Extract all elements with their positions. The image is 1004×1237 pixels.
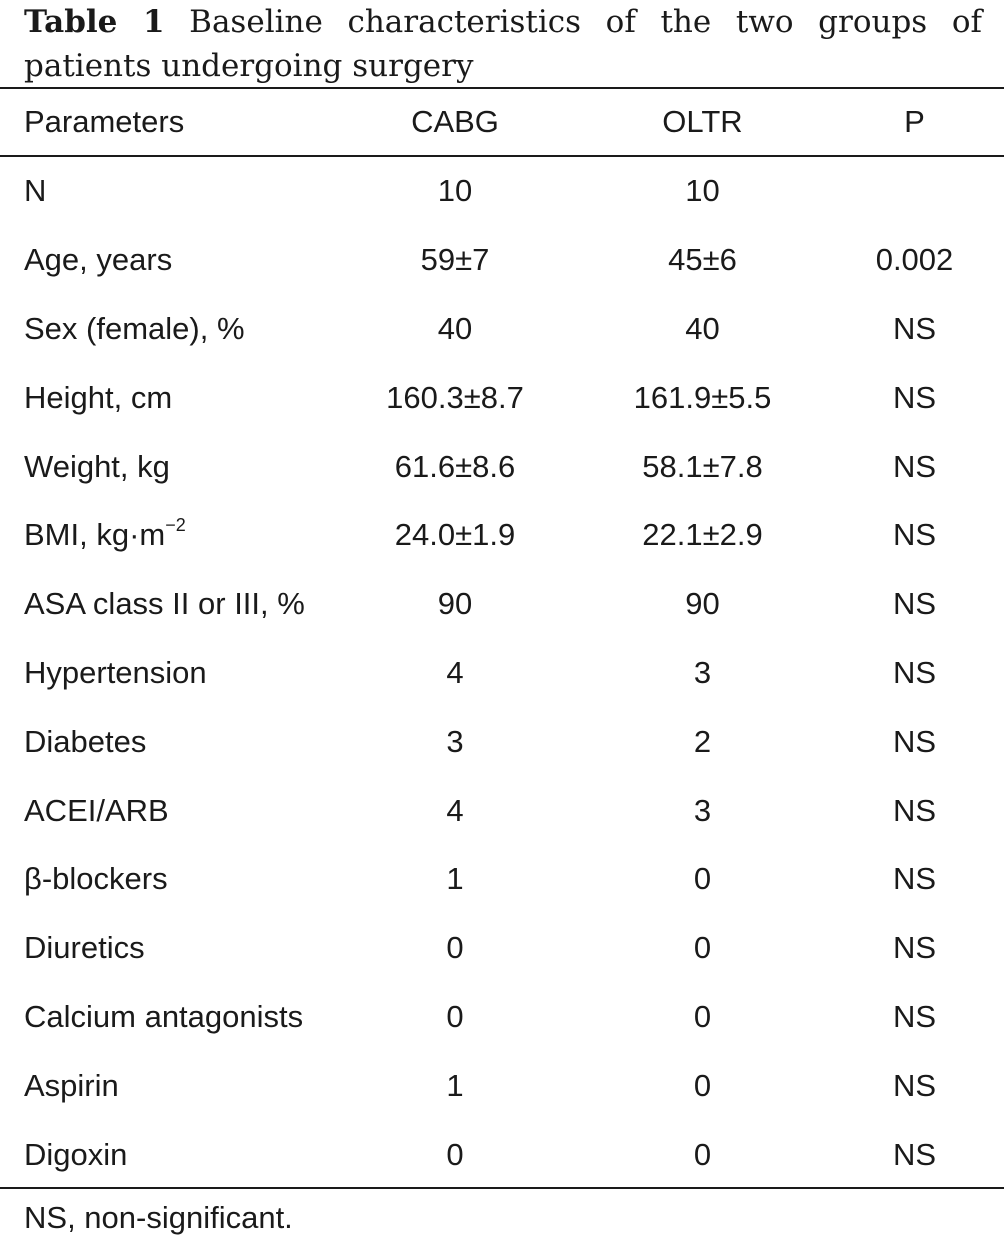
cell-cabg: 59±7: [420, 242, 490, 278]
cell-oltr: 0: [693, 998, 712, 1034]
cell-cabg: 40: [437, 310, 473, 346]
cell-parameter: [0, 639, 330, 708]
table-row: [0, 432, 1004, 501]
cell-parameter: [0, 363, 330, 432]
parameter-label: Age, years: [24, 242, 173, 278]
table-row: [0, 776, 1004, 845]
cell-oltr: 0: [693, 1136, 712, 1172]
table-row: [0, 157, 1004, 226]
column-header-oltr: OLTR: [662, 104, 743, 139]
table-row: [0, 570, 1004, 639]
cell-oltr: 40: [685, 310, 720, 346]
cell-p: NS: [892, 586, 937, 622]
cell-p: NS: [892, 998, 937, 1034]
table-row: [0, 1051, 1004, 1120]
cell-cabg: 0: [446, 998, 464, 1034]
column-header-parameters: Parameters: [24, 104, 185, 139]
cell-oltr: 0: [693, 1067, 712, 1103]
cell-parameter: [0, 501, 330, 570]
table-caption: [24, 0, 982, 88]
cell-parameter: [0, 983, 330, 1052]
table-row: [0, 914, 1004, 983]
table-row: [0, 707, 1004, 776]
cell-parameter: [0, 570, 330, 639]
cell-parameter: [0, 1120, 330, 1189]
cell-oltr: 3: [693, 654, 712, 690]
cell-parameter: [0, 157, 330, 226]
bottom-rule: [0, 1187, 1004, 1189]
parameter-label: Sex (female), %: [24, 310, 245, 346]
cell-oltr: 90: [685, 586, 720, 622]
table-row: [0, 363, 1004, 432]
parameter-label: ASA class II or III, %: [24, 586, 305, 622]
table-caption-label: Table 1: [24, 4, 165, 40]
table-row: [0, 983, 1004, 1052]
cell-p: NS: [892, 310, 937, 346]
parameter-label: N: [24, 173, 47, 209]
cell-oltr: 2: [693, 723, 712, 759]
column-header-cabg: CABG: [411, 104, 499, 139]
table-row: [0, 639, 1004, 708]
cell-oltr: 10: [685, 173, 720, 209]
parameter-label: BMI, kg·m: [24, 517, 166, 553]
parameter-label: Calcium antagonists: [24, 998, 304, 1034]
parameter-label: Height, cm: [24, 379, 173, 415]
cell-p: NS: [892, 1136, 937, 1172]
cell-cabg: 10: [437, 173, 473, 209]
cell-p: NS: [892, 654, 937, 690]
cell-p: NS: [892, 930, 937, 966]
table-footnote: NS, non-significant.: [24, 1200, 293, 1235]
table-header: [0, 89, 1004, 155]
table-body: [0, 157, 1004, 1189]
table-caption-text: Baseline characteristics of the two groups of patients undergoing surgery: [24, 4, 982, 84]
cell-parameter: [0, 845, 330, 914]
parameter-label: Diabetes: [24, 723, 147, 759]
cell-parameter: [0, 432, 330, 501]
cell-p: [825, 157, 1004, 226]
cell-oltr: 0: [693, 861, 712, 897]
parameter-label: Weight, kg: [24, 448, 170, 484]
cell-p: NS: [892, 1067, 937, 1103]
cell-cabg: 24.0±1.9: [394, 517, 516, 553]
cell-oltr: 161.9±5.5: [633, 379, 772, 415]
cell-oltr: 58.1±7.8: [642, 448, 763, 484]
cell-parameter: [0, 776, 330, 845]
cell-oltr: 45±6: [668, 242, 737, 278]
cell-parameter: [0, 226, 330, 295]
cell-p: NS: [892, 723, 937, 759]
table-row: [0, 226, 1004, 295]
parameter-label: Aspirin: [24, 1067, 119, 1103]
cell-cabg: 160.3±8.7: [386, 379, 524, 415]
cell-oltr: 3: [693, 792, 712, 828]
cell-oltr: 22.1±2.9: [642, 517, 763, 553]
table-row: [0, 845, 1004, 914]
header-row: [0, 89, 1004, 155]
parameter-label: Hypertension: [24, 654, 207, 690]
cell-cabg: 1: [446, 1067, 464, 1103]
cell-cabg: 3: [446, 723, 464, 759]
cell-cabg: 0: [446, 930, 464, 966]
cell-p: NS: [892, 379, 937, 415]
cell-cabg: 4: [446, 654, 464, 690]
cell-cabg: 90: [437, 586, 473, 622]
parameter-unit-exponent: −2: [165, 515, 186, 536]
parameter-label: β-blockers: [24, 861, 168, 897]
cell-parameter: [0, 914, 330, 983]
cell-p: 0.002: [875, 242, 954, 278]
cell-parameter: [0, 295, 330, 364]
parameter-label: Diuretics: [24, 930, 145, 966]
column-header-p: P: [904, 104, 925, 139]
parameter-label: Digoxin: [24, 1136, 128, 1172]
cell-oltr: 0: [693, 930, 712, 966]
cell-p: NS: [892, 861, 937, 897]
cell-parameter: [0, 707, 330, 776]
table-row: [0, 1120, 1004, 1189]
cell-p: NS: [892, 448, 937, 484]
table-row: [0, 295, 1004, 364]
cell-p: NS: [892, 517, 937, 553]
parameter-label: ACEI/ARB: [24, 792, 169, 828]
cell-parameter: [0, 1051, 330, 1120]
cell-cabg: 4: [446, 792, 464, 828]
cell-cabg: 0: [446, 1136, 464, 1172]
cell-cabg: 61.6±8.6: [394, 448, 516, 484]
table-row: [0, 501, 1004, 570]
cell-p: NS: [892, 792, 937, 828]
cell-cabg: 1: [446, 861, 464, 897]
